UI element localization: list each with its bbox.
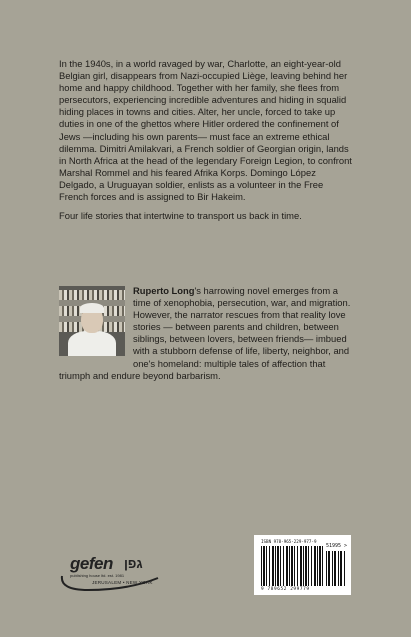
publisher-name: gefen [70, 554, 113, 573]
publisher-cities: JERUSALEM • NEW YORK [92, 580, 153, 585]
author-section [59, 285, 352, 382]
synopsis-paragraph: In the 1940s, in a world ravaged by war, Charlotte, an eight-year-old Belgian girl, disappears from Nazi-occupied Liège, leaving behind her home and happy childhood. Together with her family, she flees from persecutors, experiencing incredible adventures and hiding in squalid hiding places in towns and cities. Alter, her uncle, forced to take up duties in one of the ghettos where Hitler ordered the confinement of Jews —including his own parents— must face an extreme ethical dilemma. Dimitri Amilakvari, a French soldier of Georgian origin, lands in North Africa at the head of the legendary Foreign Legion, to confront Marshal Rommel and his feared Afrika Korps. Domingo López Delgado, a Uruguayan soldier, enlists as a volunteer in the Free French forces and is assigned to Bir Hakeim. [59, 58, 352, 203]
barcode-bars [261, 546, 323, 586]
publisher-hebrew-name: גפן [124, 556, 143, 571]
isbn-digits: 9 789652 299779 [261, 587, 310, 592]
publisher-tagline: publishing house ltd. est. 1981 [70, 573, 125, 578]
publisher-logo [58, 554, 168, 594]
synopsis-tagline: Four life stories that intertwine to transport us back in time. [59, 210, 302, 222]
isbn-barcode [254, 535, 351, 595]
author-bio: 's harrowing novel emerges from a time of xenophobia, persecution, war, and migration. However, the narrator rescues from that reality love stories — between parents and children, between siblings, between lovers, between friends— imbued with a stubborn defense of life, liberty, neighbor, and one's homeland: multiple tales of affection that triumph and endure beyond barbarism. [59, 285, 351, 381]
isbn-label: ISBN 978-965-229-977-9 [261, 539, 317, 544]
author-name: Ruperto Long [133, 285, 195, 296]
barcode-addon-bars [326, 551, 346, 586]
synopsis-text [59, 58, 352, 229]
price-code: 51995 > [326, 543, 348, 549]
author-photo [59, 286, 125, 356]
